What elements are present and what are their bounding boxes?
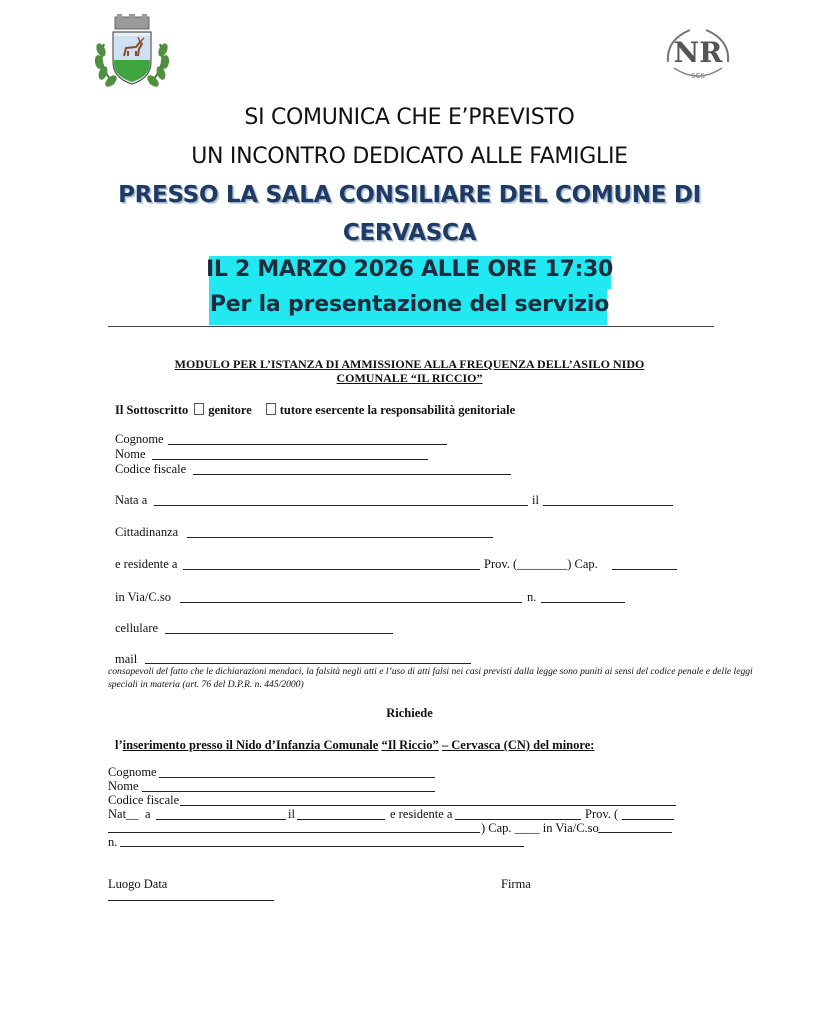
civic-number-label: n.	[527, 590, 537, 604]
nr-monogram-logo-icon	[660, 22, 736, 88]
mail-label: mail	[115, 652, 138, 666]
section-divider	[108, 326, 714, 327]
minor-number-field[interactable]	[120, 846, 524, 847]
codice-fiscale-field[interactable]	[193, 474, 511, 475]
announcement-date: IL 2 MARZO 2026 ALLE ORE 17:30	[205, 257, 613, 282]
residente-label: e residente a	[115, 557, 178, 571]
genitore-checkbox[interactable]	[194, 403, 204, 415]
minor-codice-field[interactable]	[180, 805, 676, 806]
minor-il-label: il	[288, 807, 295, 821]
cap-field[interactable]	[612, 569, 677, 570]
request-nursery-name: “Il Riccio”	[381, 738, 439, 752]
tutore-label: tutore esercente la responsabilità genitoriale	[279, 403, 516, 417]
municipal-coat-of-arms-icon	[92, 14, 172, 92]
minor-cognome-field[interactable]	[159, 777, 435, 778]
minor-a-label: a	[145, 807, 151, 821]
form-title-line-2: COMUNALE “IL RICCIO”	[336, 371, 483, 385]
form-title-line-1: MODULO PER L’ISTANZA DI AMMISSIONE ALLA FREQUENZA DELL’ASILO NIDO	[174, 357, 645, 371]
luogo-data-field[interactable]	[108, 900, 274, 901]
announcement-line-1: SI COMUNICA CHE E’PREVISTO	[244, 105, 575, 130]
cellulare-field[interactable]	[165, 633, 393, 634]
nome-label: Nome	[115, 447, 146, 461]
minor-birthplace-field[interactable]	[156, 819, 286, 820]
nata-a-label: Nata a	[115, 493, 148, 507]
minor-prov-field[interactable]	[622, 819, 674, 820]
civic-number-field[interactable]	[541, 602, 625, 603]
minor-cap-via-label: ) Cap. ____ in Via/C.so	[481, 821, 599, 835]
minor-residente-label: e residente a	[390, 807, 453, 821]
prov-cap-label: Prov. (________) Cap.	[484, 557, 598, 571]
cittadinanza-label: Cittadinanza	[115, 525, 179, 539]
disclaimer-line-1: consapevoli del fatto che le dichiarazioni mendaci, la falsità negli atti e l’uso di atti falsi nei casi previsti dalla legge sono puniti ai sensi del codice penale e delle leggi	[108, 666, 753, 677]
via-field[interactable]	[180, 602, 522, 603]
cellulare-label: cellulare	[115, 621, 159, 635]
il-label: il	[532, 493, 539, 507]
genitore-label: genitore	[208, 403, 252, 417]
residente-field[interactable]	[183, 569, 480, 570]
firma-label: Firma	[501, 877, 531, 891]
cittadinanza-field[interactable]	[187, 537, 493, 538]
minor-prov-label: Prov. (	[585, 807, 619, 821]
luogo-data-label: Luogo Data	[108, 877, 168, 891]
richiede-heading: Richiede	[386, 706, 433, 720]
minor-residence-field[interactable]	[455, 819, 581, 820]
codice-fiscale-label: Codice fiscale	[115, 462, 187, 476]
svg-text:SCS: SCS	[691, 72, 705, 80]
announcement-purpose: Per la presentazione del servizio	[209, 292, 610, 317]
minor-nat-label: Nat__	[108, 807, 139, 821]
minor-codice-label: Codice fiscale	[108, 793, 180, 807]
via-label: in Via/C.so	[115, 590, 171, 604]
disclaimer-line-2: speciali in materia (art. 76 del D.P.R. n. 445/2000)	[108, 679, 304, 690]
announcement-line-3: PRESSO LA SALA CONSILIARE DEL COMUNE DI	[118, 182, 701, 208]
minor-cognome-label: Cognome	[108, 765, 157, 779]
announcement-line-4: CERVASCA	[342, 220, 477, 246]
cognome-label: Cognome	[115, 432, 164, 446]
minor-nome-field[interactable]	[142, 791, 435, 792]
request-place: – Cervasca (CN) del minore:	[441, 738, 595, 752]
request-text: inserimento presso il Nido d’Infanzia Comunale	[122, 738, 379, 752]
minor-birthdate-field[interactable]	[297, 819, 385, 820]
minor-prov-continuation-field[interactable]	[108, 832, 480, 833]
request-prefix: l’	[115, 738, 123, 752]
minor-n-label: n.	[108, 835, 118, 849]
sottoscritto-row	[115, 403, 515, 417]
announcement-line-2: UN INCONTRO DEDICATO ALLE FAMIGLIE	[191, 144, 628, 169]
svg-text:NR: NR	[673, 36, 723, 69]
tutore-checkbox[interactable]	[266, 403, 276, 415]
request-statement	[115, 738, 594, 752]
birth-date-field[interactable]	[543, 505, 673, 506]
nata-a-field[interactable]	[154, 505, 528, 506]
sottoscritto-label: Il Sottoscritto	[115, 403, 189, 417]
mail-field[interactable]	[145, 663, 471, 664]
nome-field[interactable]	[152, 459, 428, 460]
minor-nome-label: Nome	[108, 779, 139, 793]
minor-via-field[interactable]	[598, 832, 672, 833]
cognome-field[interactable]	[168, 444, 447, 445]
